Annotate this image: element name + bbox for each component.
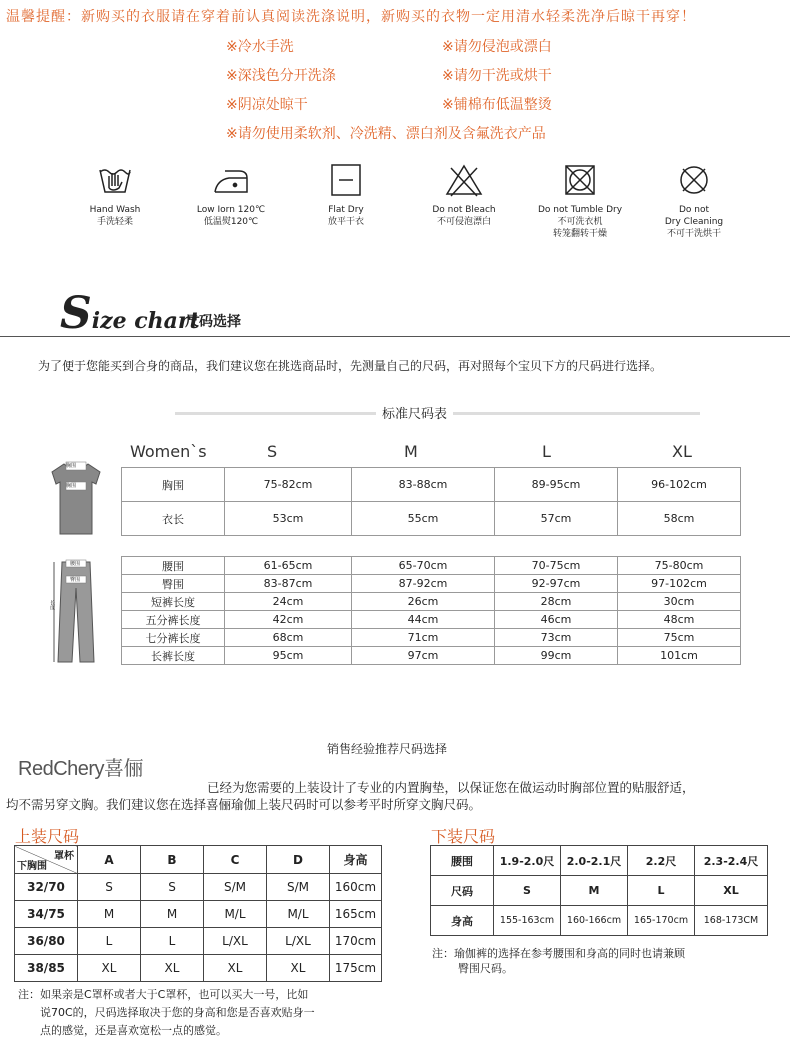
table-cell: 99cm <box>495 647 618 665</box>
care-icon-no-bleach <box>404 162 524 228</box>
size-header: S <box>267 442 278 461</box>
band-label: 34/75 <box>15 901 78 928</box>
corner-band-label: 下胸围 <box>17 861 47 872</box>
table-cell: 55cm <box>352 502 495 536</box>
care-icon-iron <box>171 162 291 228</box>
table-cell: 92-97cm <box>495 575 618 593</box>
table-cell: 97cm <box>352 647 495 665</box>
table-cell: 58cm <box>618 502 741 536</box>
table-cell: 24cm <box>225 593 352 611</box>
bottom-table-note <box>432 946 685 976</box>
table-cell: 96-102cm <box>618 468 741 502</box>
bottom-fit-table <box>430 845 768 936</box>
table-cell: XL <box>141 955 204 982</box>
corner-cup-label: 罩杯 <box>54 851 74 862</box>
band-label: 38/85 <box>15 955 78 982</box>
icon-label-en: Do not Bleach <box>432 205 496 215</box>
table-cell: 46cm <box>495 611 618 629</box>
brand-name-en: RedChery <box>18 758 105 780</box>
table-cell: 70-75cm <box>495 557 618 575</box>
cup-header: D <box>267 846 330 874</box>
care-item: ※深浅色分开洗涤 <box>226 68 336 84</box>
size-chart-logo-initial: S <box>60 288 92 339</box>
divider <box>0 336 790 337</box>
band-label: 32/70 <box>15 874 78 901</box>
no-dry-clean-icon <box>676 162 712 198</box>
size-chart-logo-text: ize chart <box>91 308 200 334</box>
table-cell: S <box>78 874 141 901</box>
recommend-text: 已经为您需要的上装设计了专业的内置胸垫，以保证您在做运动时胸部位置的贴服舒适， <box>207 780 695 795</box>
top-fit-table <box>14 845 382 982</box>
row-label: 腰围 <box>431 846 494 876</box>
figure-label: 胸围 <box>66 463 77 469</box>
table-cell: M <box>78 901 141 928</box>
hand-wash-icon <box>97 162 133 198</box>
table-cell: 87-92cm <box>352 575 495 593</box>
icon-label-en: Do not Tumble Dry <box>537 205 623 215</box>
table-cell: 101cm <box>618 647 741 665</box>
table-cell: 2.3-2.4尺 <box>695 846 768 876</box>
icon-label-cn: 不可干洗烘干 <box>666 229 721 239</box>
table-cell: 73cm <box>495 629 618 647</box>
care-icon-flat-dry <box>286 162 406 228</box>
table-cell: L <box>78 928 141 955</box>
icon-label-en: Hand Wash <box>89 205 141 215</box>
table-cell: 75cm <box>618 629 741 647</box>
table-cell: 75-80cm <box>618 557 741 575</box>
recommend-text: 均不需另穿文胸。我们建议您在选择喜俪瑜伽上装尺码时可以参考平时所穿文胸尺码。 <box>6 797 482 812</box>
no-tumble-dry-icon <box>562 162 598 198</box>
standard-size-title: 标准尺码表 <box>376 403 453 422</box>
table-cell: 2.2尺 <box>628 846 695 876</box>
recommend-title: 销售经验推荐尺码选择 <box>327 742 448 756</box>
cup-header: A <box>78 846 141 874</box>
top-table-title: 上装尺码 <box>15 827 80 846</box>
care-item: ※请勿侵泡或漂白 <box>442 39 552 55</box>
row-label: 尺码 <box>431 876 494 906</box>
table-cell: M <box>141 901 204 928</box>
figure-label: 长度 <box>49 600 55 610</box>
bottom-size-table <box>121 556 741 665</box>
cup-header: B <box>141 846 204 874</box>
table-cell: M/L <box>267 901 330 928</box>
row-label: 胸围 <box>122 468 225 502</box>
table-cell: XL <box>78 955 141 982</box>
table-cell: 89-95cm <box>495 468 618 502</box>
top-table-note <box>18 986 315 1040</box>
table-cell: 170cm <box>330 928 382 955</box>
care-item: ※铺棉布低温整烫 <box>442 97 552 113</box>
table-cell: 160cm <box>330 874 382 901</box>
table-cell: 83-87cm <box>225 575 352 593</box>
table-cell: 65-70cm <box>352 557 495 575</box>
table-cell: 2.0-2.1尺 <box>561 846 628 876</box>
table-cell: L <box>141 928 204 955</box>
table-cell: M/L <box>204 901 267 928</box>
table-cell: 155-163cm <box>494 906 561 936</box>
table-cell: 160-166cm <box>561 906 628 936</box>
icon-label-en: Dry Cleaning <box>664 217 724 227</box>
size-intro: 为了便于您能买到合身的商品，我们建议您在挑选商品时，先测量自己的尺码，再对照每个宝贝下方的尺码进行选择。 <box>38 359 663 373</box>
band-label: 36/80 <box>15 928 78 955</box>
note-line: 臀围尺码。 <box>458 962 513 975</box>
icon-label-cn: 转笼翻转干燥 <box>552 229 607 239</box>
table-cell: 97-102cm <box>618 575 741 593</box>
bottom-table-title: 下装尺码 <box>431 827 496 846</box>
no-bleach-icon <box>444 162 484 198</box>
icon-label-en: Do not <box>678 205 710 215</box>
table-cell: L/XL <box>204 928 267 955</box>
row-label: 身高 <box>431 906 494 936</box>
table-corner <box>15 846 78 874</box>
note-line: 说70C的，尺码选择取决于您的身高和您是否喜欢贴身一 <box>40 1006 315 1019</box>
figure-label: 胸围 <box>66 483 77 489</box>
table-cell: 83-88cm <box>352 468 495 502</box>
table-cell: 28cm <box>495 593 618 611</box>
care-icon-no-dry-clean <box>634 162 754 240</box>
icon-label-en: Low Iorn 120℃ <box>196 205 266 215</box>
size-chart-logo <box>60 288 200 339</box>
table-cell: 44cm <box>352 611 495 629</box>
table-cell: S <box>141 874 204 901</box>
table-cell: XL <box>695 876 768 906</box>
care-icon-no-tumble-dry <box>520 162 640 240</box>
row-label: 衣长 <box>122 502 225 536</box>
iron-icon <box>211 162 251 198</box>
care-item: ※阴凉处晾干 <box>226 97 308 113</box>
table-cell: 30cm <box>618 593 741 611</box>
care-item: ※冷水手洗 <box>226 39 294 55</box>
table-cell: 71cm <box>352 629 495 647</box>
table-cell: 42cm <box>225 611 352 629</box>
icon-label-cn: 不可洗衣机 <box>557 217 603 227</box>
figure-label: 腰围 <box>70 561 81 567</box>
figure-label: 臀围 <box>70 577 81 583</box>
row-label: 短裤长度 <box>122 593 225 611</box>
women-label: Women`s <box>130 442 207 461</box>
table-cell: 53cm <box>225 502 352 536</box>
cup-header: C <box>204 846 267 874</box>
row-label: 臀围 <box>122 575 225 593</box>
table-cell: L <box>628 876 695 906</box>
care-item: ※请勿干洗或烘干 <box>442 68 552 84</box>
row-label: 五分裤长度 <box>122 611 225 629</box>
row-label: 七分裤长度 <box>122 629 225 647</box>
size-chart-title: 尺码选择 <box>185 314 241 330</box>
brand-logo <box>18 752 143 781</box>
table-cell: 175cm <box>330 955 382 982</box>
top-size-table <box>121 467 741 536</box>
table-cell: M <box>561 876 628 906</box>
table-cell: 68cm <box>225 629 352 647</box>
table-cell: XL <box>204 955 267 982</box>
icon-label-en: Flat Dry <box>328 205 364 215</box>
size-header: M <box>404 442 418 461</box>
pants-figure <box>50 558 100 666</box>
table-cell: 61-65cm <box>225 557 352 575</box>
table-cell: 1.9-2.0尺 <box>494 846 561 876</box>
top-garment-figure <box>44 460 108 540</box>
care-reminder-title: 温馨提醒：新购买的衣服请在穿着前认真阅读洗涤说明，新购买的衣物一定用清水轻柔洗净后晾干再穿！ <box>6 9 696 25</box>
table-cell: 95cm <box>225 647 352 665</box>
care-icon-hand-wash <box>55 162 175 228</box>
note-line: 注：瑜伽裤的选择在参考腰围和身高的同时也请兼顾 <box>432 947 685 960</box>
table-cell: 48cm <box>618 611 741 629</box>
care-item: ※请勿使用柔软剂、冷洗精、漂白剂及含氟洗衣产品 <box>226 126 546 142</box>
icon-label-cn: 低温熨120℃ <box>203 217 259 227</box>
table-cell: 165cm <box>330 901 382 928</box>
icon-label-cn: 放平干衣 <box>327 217 364 227</box>
row-label: 长裤长度 <box>122 647 225 665</box>
table-cell: S <box>494 876 561 906</box>
row-label: 腰围 <box>122 557 225 575</box>
icon-label-cn: 不可侵泡漂白 <box>436 217 491 227</box>
table-cell: 75-82cm <box>225 468 352 502</box>
brand-name-cn: 喜俪 <box>104 758 144 780</box>
height-header: 身高 <box>330 846 382 874</box>
note-line: 点的感觉，还是喜欢宽松一点的感觉。 <box>40 1024 227 1037</box>
table-cell: L/XL <box>267 928 330 955</box>
table-cell: 26cm <box>352 593 495 611</box>
size-header: XL <box>672 442 692 461</box>
size-header: L <box>542 442 551 461</box>
table-cell: 57cm <box>495 502 618 536</box>
icon-label-cn: 手洗轻柔 <box>96 217 133 227</box>
flat-dry-icon <box>328 162 364 198</box>
table-cell: XL <box>267 955 330 982</box>
table-cell: 168-173CM <box>695 906 768 936</box>
table-cell: S/M <box>204 874 267 901</box>
note-line: 注：如果亲是C罩杯或者大于C罩杯，也可以买大一号，比如 <box>18 988 309 1001</box>
table-cell: S/M <box>267 874 330 901</box>
table-cell: 165-170cm <box>628 906 695 936</box>
